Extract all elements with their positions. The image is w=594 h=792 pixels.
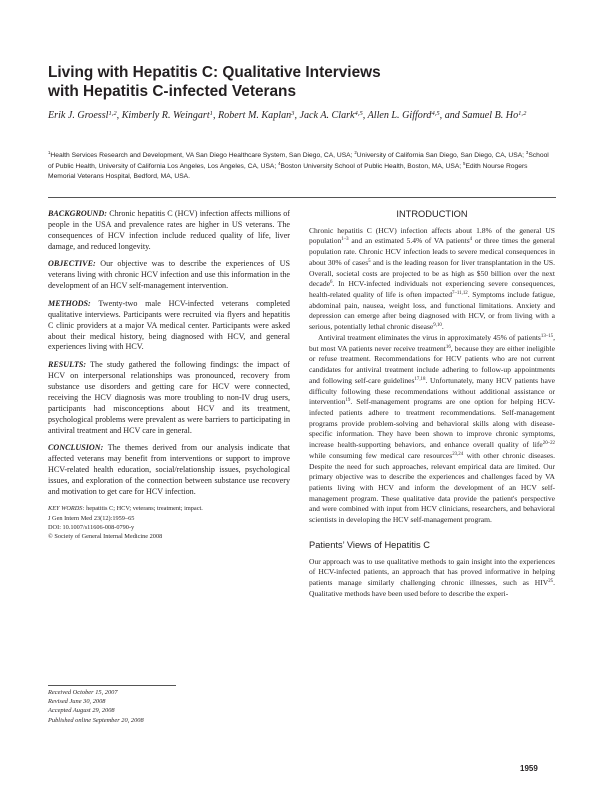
title-line-1: Living with Hepatitis C: Qualitative Interviews <box>48 64 381 81</box>
author-affiliation-marker: 1,2 <box>518 109 527 117</box>
citation-marker: 1–3 <box>341 237 349 243</box>
abstract-section-text: The study gathered the following findings: the impact of HCV on interpersonal relationships was pronounced, recovery from substance use disorders and getting care for HCV were connected, receiving the HCV diagnosis was more troubling to non-IV drug users, participants had misconceptions about HCV and its treatment, psychological problems were prevalent as were barriers to participating in antiviral treatment and HCV care in general. <box>48 359 290 435</box>
affiliation-marker: 5 <box>463 160 466 166</box>
abstract-column <box>48 209 290 541</box>
introduction-heading: INTRODUCTION <box>396 209 468 219</box>
author-name: Kimberly R. Weingart <box>121 110 210 121</box>
citation-marker: 7–11,12 <box>452 290 468 296</box>
affiliation-text: Edith Nourse Rogers Memorial Veterans Hospital, Bedford, MA, USA. <box>48 162 528 181</box>
affiliation-marker: 4 <box>278 160 281 166</box>
abstract-section-label: BACKGROUND: <box>48 209 107 218</box>
citation-marker: 17,18 <box>414 376 426 382</box>
page-number: 1959 <box>520 764 538 773</box>
keywords-line <box>48 504 290 513</box>
author-name: Jack A. Clark <box>299 110 355 121</box>
abstract-section <box>48 443 290 498</box>
body-column <box>309 209 555 615</box>
article-title <box>48 64 548 101</box>
abstract-section-label: RESULTS: <box>48 359 87 369</box>
abstract-section-label: OBJECTIVE: <box>48 259 96 269</box>
header-divider <box>48 197 556 198</box>
author-affiliation-marker: 1,2 <box>108 109 117 117</box>
abstract-section-label: CONCLUSION: <box>48 443 104 453</box>
affiliation-text: Health Services Research and Development, VA San Diego Healthcare System, San Diego, CA, USA; <box>50 152 355 159</box>
affiliations <box>48 151 556 183</box>
affiliation-marker: 2 <box>354 149 357 155</box>
author-name: Robert M. Kaplan <box>217 110 292 121</box>
abstract-section-text: Our objective was to describe the experiences of US veterans living with chronic HCV infection and use this information in the development of an HCV self-management intervention. <box>48 259 290 291</box>
author-name: Erik J. Groessl <box>48 110 109 121</box>
abstract-section-text: Twenty-two male HCV-infected veterans completed qualitative interviews. Participants were recruited via flyers and hepatitis C clinic providers at a major VA medical center. Participants were asked about their medical history, being diagnosed with HCV, and general experiences living with HCV. <box>48 298 290 352</box>
abstract-section-label: METHODS: <box>48 298 91 308</box>
affiliation-text: School of Public Health, University of California Los Angeles, Los Angeles, CA, USA; <box>48 152 549 170</box>
publication-dates <box>48 688 144 725</box>
title-line-2: with Hepatitis C-infected Veterans <box>48 82 297 100</box>
keywords-block <box>48 504 290 541</box>
affiliation-text: Boston University School of Public Health, Boston, MA, USA; <box>280 162 464 170</box>
abstract-section <box>48 360 290 437</box>
abstract-section <box>48 259 290 292</box>
author-name: Allen L. Gifford <box>367 110 432 121</box>
date-line: Revised June 30, 2008 <box>48 698 106 706</box>
citation-marker: 23,24 <box>452 451 464 457</box>
date-line: Received October 15, 2007 <box>48 689 118 696</box>
author-affiliation-marker: 1 <box>209 109 213 117</box>
citation-marker: 4 <box>469 237 473 243</box>
affiliation-text: University of California San Diego, San Diego, CA, USA; <box>356 152 526 159</box>
author-name: Samuel B. Ho <box>462 110 519 121</box>
author-affiliation-marker: 4,5 <box>431 109 440 117</box>
dates-divider <box>48 685 176 686</box>
abstract-section-text: Chronic hepatitis C (HCV) infection affects millions of people in the USA and prevalence rates are higher in US veterans. The consequences of HCV infection include reduced quality of life, liver damage, and reduced longevity. <box>48 209 290 251</box>
abstract-section <box>48 299 290 354</box>
citation-marker: 6 <box>329 280 333 286</box>
intro-paragraph-1: Chronic hepatitis C (HCV) infection affects about 1.8% of the general US population$^{1-3}$ and an estimated 5.4% of VA patients$^4$ or three times the general population rate. Chronic HCV infection leads to severe medical consequences in about 30% of cases$^5$ and is the leading reason for liver transplantation in the US. Overall, societal costs are projected to be as high as $50 billion over the next decade$^6$. In HCV-infected individuals not experiencing severe consequences, health-related quality of life is often impacted$^{7-11,12}$. Symptoms include fatigue, abdominal pain, nausea, weight loss, and functional limitations. Anxiety and depression can emerge after being diagnosed with HCV, or from living with a serious, potentially lethal chronic disease$^{9,10}$. <box>309 225 555 332</box>
section2-paragraph-1: Our approach was to use qualitative methods to gain insight into the experiences of HCV-infected patients, an approach that has proved informative in helping patients manage similarly challenging chronic illnesses, such as HIV$^{25}$. Qualitative methods have been used before to describe the experi- <box>309 556 555 598</box>
keywords-text: hepatitis C; HCV; veterans; treatment; impact. <box>86 505 203 513</box>
citation-marker: 25 <box>548 578 554 584</box>
citation-marker: 20–22 <box>542 440 555 446</box>
abstract-section-text: The themes derived from our analysis indicate that affected veterans may benefit from interventions or support to improve HCV-related health education, social/relationship issues, psychological issues, and exploration of the connection between substance use recovery and motivation to get care for HCV infection. <box>48 443 290 496</box>
citation-marker: 19 <box>345 398 351 404</box>
journal-citation: J Gen Intern Med 23(12):1959–65 <box>48 514 135 522</box>
citation-marker: 13–15 <box>540 333 554 339</box>
date-line: Accepted August 29, 2008 <box>48 707 115 715</box>
doi: DOI: 10.1007/s11606-008-0790-y <box>48 523 135 531</box>
author-affiliation-marker: 3 <box>291 109 295 117</box>
citation-marker: 9,10 <box>433 323 442 328</box>
affiliation-marker: 3 <box>525 149 529 155</box>
keywords-label: KEY WORDS: <box>48 505 85 513</box>
author-list: Erik J. Groessl$^{1,2}$, Kimberly R. Weingart$^1$, Robert M. Kaplan$^3$, Jack A. Clark$^{4,5}$, Allen L. Gifford$^{4,5}$, and Samuel B. Ho$^{1,2}$ <box>48 109 527 121</box>
author-affiliation-marker: 4,5 <box>354 109 363 117</box>
citation-marker: 5 <box>368 258 371 264</box>
citation-marker: 16 <box>445 344 451 350</box>
section-heading-patients-views: Patients’ Views of Hepatitis C <box>309 539 430 550</box>
abstract <box>48 209 290 498</box>
date-line: Published online September 20, 2008 <box>48 716 144 724</box>
intro-paragraph-2: Antiviral treatment eliminates the virus in approximately 45% of patients$^{13-15}$, but most VA patients never receive treatment$^{16}$, because they are either ineligible or refuse treatment. Recommendations for HCV patients who are not current candidates for antiviral treatment include adhering to follow-up appointments and following self-care guidelines$^{17,18}$. Unfortunately, many HCV patients have difficulty following these recommendations without additional assistance or intervention$^{19}$. Self-management programs are one option for helping HCV-infected patients adhere to treatment recommendations. Self-management programs provide problem-solving and behavioral skills along with disease-specific information. They have been shown to improve chronic symptoms, increase health-supporting behaviors, and enhance overall quality of life$^{20-22}$ while consuming few medical care resources$^{23,24}$ with other chronic diseases. Despite the need for such approaches, relevant empirical data are limited. Our primary objective was to describe the experiences and challenges faced by VA patients living with HCV and inform the development of an HCV self-management program. These qualitative data provide the patient's perspective and were combined with input from HCV clinicians, researchers, and behavioral scientists in developing the HCV self-management program. <box>309 332 556 525</box>
copyright: © Society of General Internal Medicine 2008 <box>48 532 163 540</box>
abstract-section <box>48 209 290 253</box>
affiliation-marker: 1 <box>48 149 51 155</box>
